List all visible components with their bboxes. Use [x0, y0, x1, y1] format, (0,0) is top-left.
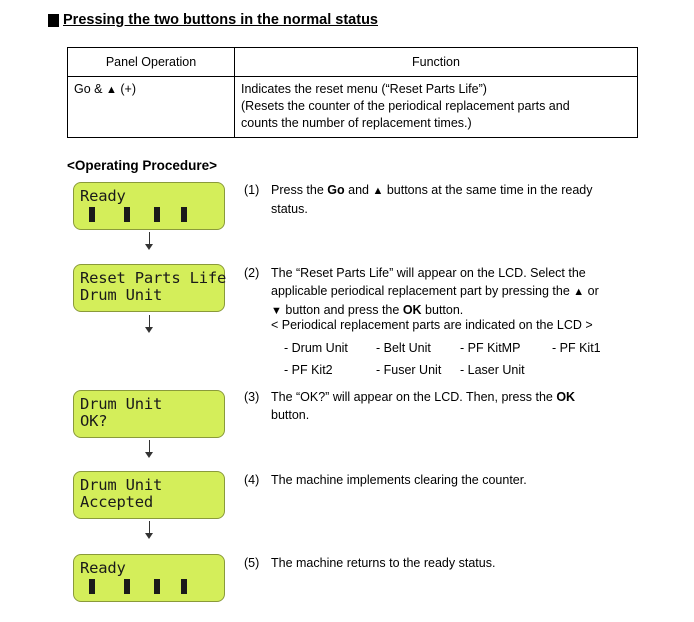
lcd-line-1: Reset Parts Life: [80, 269, 227, 287]
lcd-display-ok: [73, 390, 225, 438]
table-header-row: [68, 48, 638, 77]
go-button-label: Go: [327, 183, 345, 197]
section-heading: [48, 12, 378, 28]
step-text: [271, 264, 634, 320]
lcd-line-2: Drum Unit: [80, 286, 163, 304]
step-text: The machine implements clearing the counter.: [271, 473, 527, 487]
part-item: - Laser Unit: [460, 363, 525, 377]
function-line-3: counts the number of replacement times.): [241, 116, 472, 130]
text-run: button.: [271, 408, 310, 422]
step-4: [244, 471, 634, 489]
op-suffix: (+): [120, 82, 136, 96]
part-item: - PF KitMP: [460, 341, 521, 355]
ok-button-label: OK: [556, 390, 576, 404]
procedure-title: <Operating Procedure>: [67, 158, 218, 173]
text-run: and: [344, 183, 373, 197]
heading-square-icon: [48, 14, 59, 27]
up-triangle-icon: ▲: [372, 185, 384, 197]
lcd-line-2: Accepted: [80, 493, 154, 511]
lcd-bar: [124, 579, 130, 594]
lcd-bar: [181, 579, 187, 594]
text-run: applicable periodical replacement part by pressing the: [271, 284, 574, 298]
down-arrow-icon: [149, 440, 150, 454]
lcd-bar: [154, 207, 160, 222]
part-item: - PF Kit2: [284, 363, 333, 377]
down-triangle-icon: ▼: [271, 305, 282, 317]
step-2: [244, 264, 634, 320]
step-3: [244, 388, 634, 424]
down-arrow-icon: [149, 521, 150, 535]
lcd-bar: [89, 207, 95, 222]
step-text: [271, 181, 634, 218]
lcd-display-ready: [73, 554, 225, 602]
step-number: (3): [244, 390, 260, 404]
lcd-bar: [154, 579, 160, 594]
lcd-line-1: Drum Unit: [80, 476, 163, 494]
panel-operation-table: [67, 47, 638, 138]
heading-text: Pressing the two buttons in the normal status: [63, 12, 378, 28]
down-arrow-icon: [149, 232, 150, 246]
step-number: (5): [244, 556, 260, 570]
text-run: button and press the: [281, 303, 403, 317]
parts-note: < Periodical replacement parts are indicated on the LCD >: [271, 318, 593, 332]
lcd-bar: [124, 207, 130, 222]
text-run: Press the: [271, 183, 328, 197]
lcd-line-1: Ready: [80, 559, 126, 577]
step-number: (1): [244, 183, 260, 197]
step-number: (2): [244, 266, 260, 280]
lcd-display-reset-parts-life: [73, 264, 225, 312]
part-item: - Fuser Unit: [376, 363, 442, 377]
lcd-display-accepted: [73, 471, 225, 519]
text-run: The “OK?” will appear on the LCD. Then, press the: [271, 390, 557, 404]
cell-panel-operation: [68, 77, 235, 138]
text-run: button.: [421, 303, 464, 317]
up-triangle-icon: ▲: [105, 84, 117, 96]
step-5: [244, 554, 634, 572]
lcd-ready-bars: [84, 207, 196, 222]
part-item: - PF Kit1: [552, 341, 601, 355]
text-run: buttons at the same time in the ready: [383, 183, 593, 197]
lcd-line-2: OK?: [80, 412, 108, 430]
table-row: [68, 77, 638, 138]
step-1: [244, 181, 634, 218]
lcd-line-1: Drum Unit: [80, 395, 163, 413]
step-text: [271, 388, 634, 424]
op-prefix: Go &: [74, 82, 103, 96]
down-arrow-icon: [149, 315, 150, 329]
text-run: The “Reset Parts Life” will appear on the LCD. Select the: [271, 266, 586, 280]
lcd-display-ready: [73, 182, 225, 230]
cell-function: [235, 77, 638, 138]
function-line-1: Indicates the reset menu (“Reset Parts Life”): [241, 82, 487, 96]
part-item: - Drum Unit: [284, 341, 348, 355]
up-triangle-icon: ▲: [573, 286, 585, 298]
part-item: - Belt Unit: [376, 341, 431, 355]
lcd-line-1: Ready: [80, 187, 126, 205]
lcd-bar: [89, 579, 95, 594]
text-run: status.: [271, 202, 308, 216]
step-text: The machine returns to the ready status.: [271, 556, 496, 570]
text-run: or: [584, 284, 599, 298]
step-number: (4): [244, 473, 260, 487]
function-line-2: (Resets the counter of the periodical replacement parts and: [241, 99, 570, 113]
header-function: Function: [235, 48, 638, 77]
header-panel-operation: Panel Operation: [68, 48, 235, 77]
lcd-ready-bars: [84, 579, 196, 594]
lcd-bar: [181, 207, 187, 222]
ok-button-label: OK: [402, 303, 422, 317]
